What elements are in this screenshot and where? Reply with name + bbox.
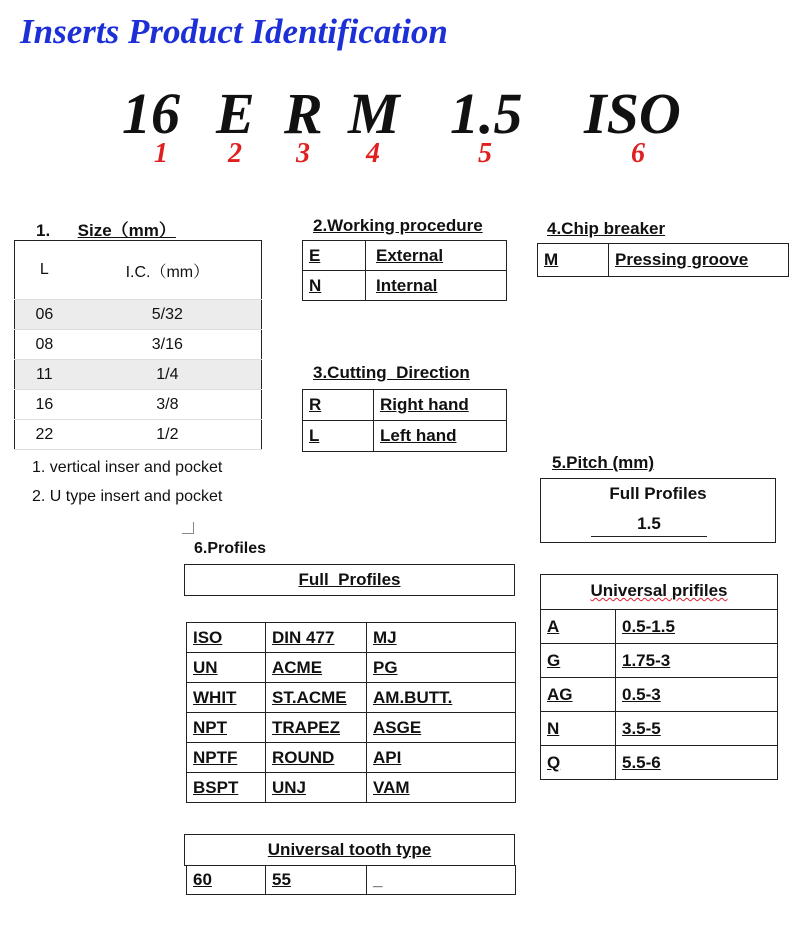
profile-name: NPT — [193, 717, 227, 737]
full-profiles-label: Full Profiles — [298, 570, 401, 589]
page-title: Inserts Product Identification — [20, 12, 448, 51]
cutting-code: L — [309, 426, 320, 445]
profile-range: 0.5-1.5 — [622, 616, 675, 636]
profile-code: A — [547, 616, 560, 636]
code-part-direction: R — [284, 81, 323, 146]
profile-range: 3.5-5 — [622, 718, 661, 738]
profile-name: MJ — [373, 627, 397, 647]
code-number-6: 6 — [631, 138, 645, 169]
chip-code: M — [544, 250, 559, 269]
chip-table — [537, 243, 789, 277]
size-l: 16 — [15, 390, 74, 420]
tooth-type-value: 60 — [193, 870, 212, 889]
cutting-heading — [313, 363, 470, 383]
profile-name: VAM — [373, 777, 410, 797]
chip-label: Pressing groove — [615, 250, 749, 269]
profile-name: ROUND — [272, 747, 335, 767]
tooth-type-value: _ — [373, 870, 383, 889]
pitch-box — [540, 478, 776, 543]
size-ic: 5/32 — [74, 300, 262, 330]
profile-name: PG — [373, 657, 398, 677]
divider-mark — [182, 533, 194, 534]
profile-name: API — [373, 747, 402, 767]
size-heading-number: 1. — [36, 221, 51, 240]
code-part-size: 16 — [122, 81, 180, 146]
size-col-l: L — [15, 241, 74, 300]
pitch-label: Full Profiles — [609, 484, 707, 503]
profile-name: AM.BUTT. — [373, 687, 453, 707]
profile-range: 1.75-3 — [622, 650, 671, 670]
code-number-3: 3 — [296, 138, 310, 169]
size-heading-label: Size（mm） — [77, 221, 176, 240]
size-ic: 3/8 — [74, 390, 262, 420]
profiles-heading: 6.Profiles — [194, 540, 267, 557]
profiles-table — [186, 622, 516, 803]
working-table — [302, 240, 507, 301]
tooth-type-box — [184, 834, 515, 866]
universal-profiles-table — [540, 609, 778, 780]
profile-name: UNJ — [272, 777, 307, 797]
cutting-table — [302, 389, 507, 452]
working-code: E — [309, 245, 321, 265]
pitch-heading: 5.Pitch (mm) — [552, 453, 655, 472]
size-l: 06 — [15, 300, 74, 330]
pitch-value: 1.5 — [591, 514, 707, 537]
profile-name: ACME — [272, 657, 323, 677]
cutting-heading-label: 3.Cutting Direction — [313, 363, 470, 382]
size-ic: 1/4 — [74, 360, 262, 390]
profile-name: NPTF — [193, 747, 238, 767]
size-l: 22 — [15, 420, 74, 450]
profile-code: G — [547, 650, 561, 670]
working-code: N — [309, 275, 322, 295]
size-table — [14, 240, 262, 450]
profile-name: DIN 477 — [272, 627, 335, 647]
profile-code: N — [547, 718, 560, 738]
cutting-label: Left hand — [380, 426, 457, 445]
code-part-profile: ISO — [584, 81, 681, 146]
profile-name: BSPT — [193, 777, 239, 797]
profile-name: ST.ACME — [272, 687, 347, 707]
size-note-1: 1. vertical inser and pocket — [32, 459, 223, 476]
profile-range: 0.5-3 — [622, 684, 661, 704]
size-col-ic: I.C.（mm） — [74, 241, 262, 300]
working-label: External — [376, 245, 444, 265]
tooth-type-table — [186, 865, 516, 895]
profile-name: WHIT — [193, 687, 237, 707]
size-heading — [36, 216, 176, 241]
code-number-5: 5 — [478, 138, 492, 169]
profile-code: AG — [547, 684, 573, 704]
size-ic: 3/16 — [74, 330, 262, 360]
profile-name: TRAPEZ — [272, 717, 340, 737]
chip-heading: 4.Chip breaker — [547, 219, 666, 238]
profile-code: Q — [547, 752, 561, 772]
code-part-pitch: 1.5 — [450, 81, 523, 146]
code-number-1: 1 — [154, 138, 168, 169]
profile-name: ASGE — [373, 717, 422, 737]
working-label: Internal — [376, 275, 438, 295]
size-note-2: 2. U type insert and pocket — [32, 488, 223, 505]
tooth-type-heading: Universal tooth type — [267, 840, 432, 859]
working-heading: 2.Working procedure — [313, 216, 483, 235]
profile-name: ISO — [193, 627, 223, 647]
code-number-2: 2 — [228, 138, 242, 169]
size-ic: 1/2 — [74, 420, 262, 450]
code-number-4: 4 — [366, 138, 380, 169]
code-part-working: E — [216, 81, 255, 146]
full-profiles-box — [184, 564, 515, 596]
profile-name: UN — [193, 657, 218, 677]
profile-range: 5.5-6 — [622, 752, 661, 772]
cutting-label: Right hand — [380, 395, 469, 414]
size-l: 11 — [15, 360, 74, 390]
cutting-code: R — [309, 395, 322, 414]
size-l: 08 — [15, 330, 74, 360]
universal-profiles-heading: Universal prifiles — [590, 581, 728, 600]
tooth-type-value: 55 — [272, 870, 291, 889]
universal-profiles-header — [540, 574, 778, 610]
code-part-chip: M — [348, 81, 400, 146]
